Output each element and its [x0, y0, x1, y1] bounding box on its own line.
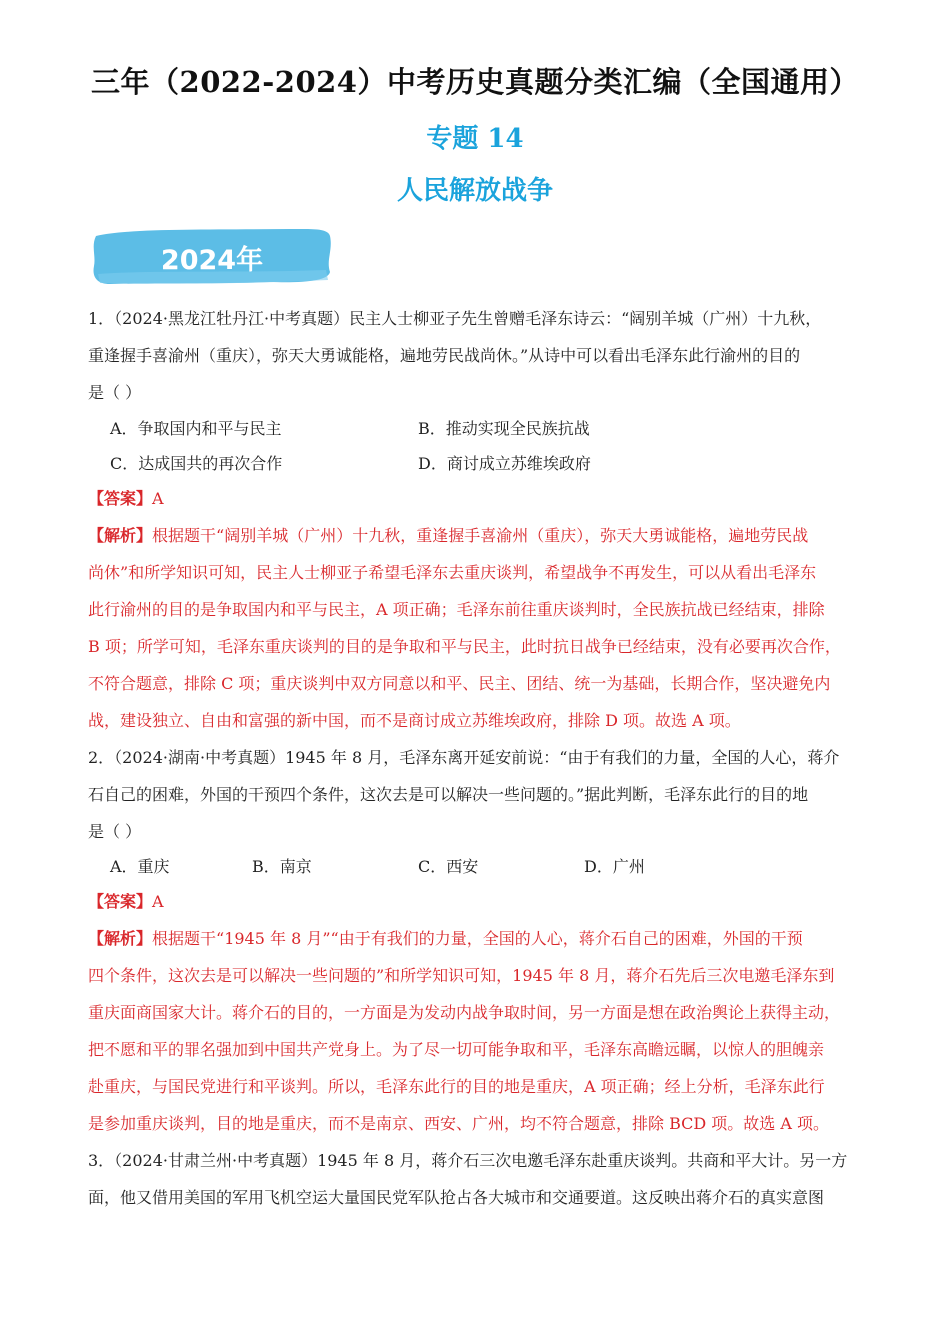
answer-tag: 【答案】 — [88, 489, 153, 508]
option-b: B．南京 — [252, 857, 312, 876]
question-stem-line: 1．（2024·黑龙江牡丹江·中考真题）民主人士柳亚子先生曾赠毛泽东诗云：“阔别羊城（广州）十九秋， — [88, 309, 822, 328]
analysis-line — [88, 920, 803, 957]
question-stem-line: 石自己的困难，外国的干预四个条件，这次去是可以解决一些问题的。”据此判断，毛泽东此行的目的地 — [88, 785, 809, 804]
year-badge — [90, 226, 334, 286]
year-badge-label: 2024年 — [160, 245, 264, 276]
option-a: A．重庆 — [110, 857, 170, 876]
analysis-line: 尚休”和所学知识可知，民主人士柳亚子希望毛泽东去重庆谈判，希望战争不再发生，可以从看出毛泽东 — [88, 563, 817, 582]
analysis-line: 是参加重庆谈判，目的地是重庆，而不是南京、西安、广州，均不符合题意，排除 BCD 项。故选 A 项。 — [88, 1114, 830, 1133]
analysis-line: 战，建设独立、自由和富强的新中国，而不是商讨成立苏维埃政府，排除 D 项。故选 A 项。 — [88, 711, 741, 730]
topic-number: 专题 14 — [426, 124, 524, 154]
option-c: C．达成国共的再次合作 — [110, 454, 283, 473]
question-stem-line: 面，他又借用美国的军用飞机空运大量国民党军队抢占各大城市和交通要道。这反映出蒋介石的真实意图 — [88, 1188, 825, 1207]
analysis-line: 四个条件，这次去是可以解决一些问题的”和所学知识可知，1945 年 8 月，蒋介石先后三次电邀毛泽东到 — [88, 966, 835, 985]
answer-tag: 【答案】 — [88, 892, 153, 911]
answer-value: A — [152, 489, 164, 508]
question-stem-line: 3．（2024·甘肃兰州·中考真题）1945 年 8 月，蒋介石三次电邀毛泽东赴重庆谈判。共商和平大计。另一方 — [88, 1151, 848, 1170]
question-stem-line: 2．（2024·湖南·中考真题）1945 年 8 月，毛泽东离开延安前说：“由于有我们的力量，全国的人心，蒋介 — [88, 748, 840, 767]
answer-line — [88, 883, 164, 920]
analysis-tag: 【解析】 — [88, 929, 153, 948]
analysis-text: 根据题干“1945 年 8 月”“由于有我们的力量，全国的人心，蒋介石自己的困难，外国的干预 — [152, 929, 803, 948]
analysis-line: 重庆面商国家大计。蒋介石的目的，一方面是为发动内战争取时间，另一方面是想在政治舆论上获得主动， — [88, 1003, 841, 1022]
answer-value: A — [152, 892, 164, 911]
analysis-line — [88, 517, 808, 554]
option-d: D．商讨成立苏维埃政府 — [418, 454, 591, 473]
topic-name: 人民解放战争 — [396, 176, 553, 206]
option-b: B．推动实现全民族抗战 — [418, 419, 590, 438]
option-d: D．广州 — [584, 857, 645, 876]
question-stem-line: 重逢握手喜渝州（重庆），弥天大勇诚能格，遍地劳民战尚休。”从诗中可以看出毛泽东此行渝州的目的 — [88, 346, 801, 365]
analysis-line: 不符合题意，排除 C 项；重庆谈判中双方同意以和平、民主、团结、统一为基础，长期合作，坚决避免内 — [88, 674, 831, 693]
analysis-line: 赴重庆，与国民党进行和平谈判。所以，毛泽东此行的目的地是重庆，A 项正确；经上分析，毛泽东此行 — [88, 1077, 825, 1096]
analysis-text: 根据题干“阔别羊城（广州）十九秋，重逢握手喜渝州（重庆），弥天大勇诚能格，遍地劳民战 — [152, 526, 809, 545]
page-title: 三年（2022-2024）中考历史真题分类汇编（全国通用） — [91, 65, 859, 99]
analysis-line: B 项；所学可知，毛泽东重庆谈判的目的是争取和平与民主，此时抗日战争已经结束，没有必要再次合作， — [88, 637, 841, 656]
analysis-line: 此行渝州的目的是争取国内和平与民主，A 项正确；毛泽东前往重庆谈判时，全民族抗战已经结束，排除 — [88, 600, 825, 619]
analysis-tag: 【解析】 — [88, 526, 153, 545]
question-stem-line: 是（ ） — [88, 822, 142, 841]
answer-line — [88, 480, 164, 517]
question-stem-line: 是（ ） — [88, 383, 142, 402]
analysis-line: 把不愿和平的罪名强加到中国共产党身上。为了尽一切可能争取和平，毛泽东高瞻远瞩，以惊人的胆魄亲 — [88, 1040, 825, 1059]
option-a: A．争取国内和平与民主 — [110, 419, 282, 438]
option-c: C．西安 — [418, 857, 479, 876]
